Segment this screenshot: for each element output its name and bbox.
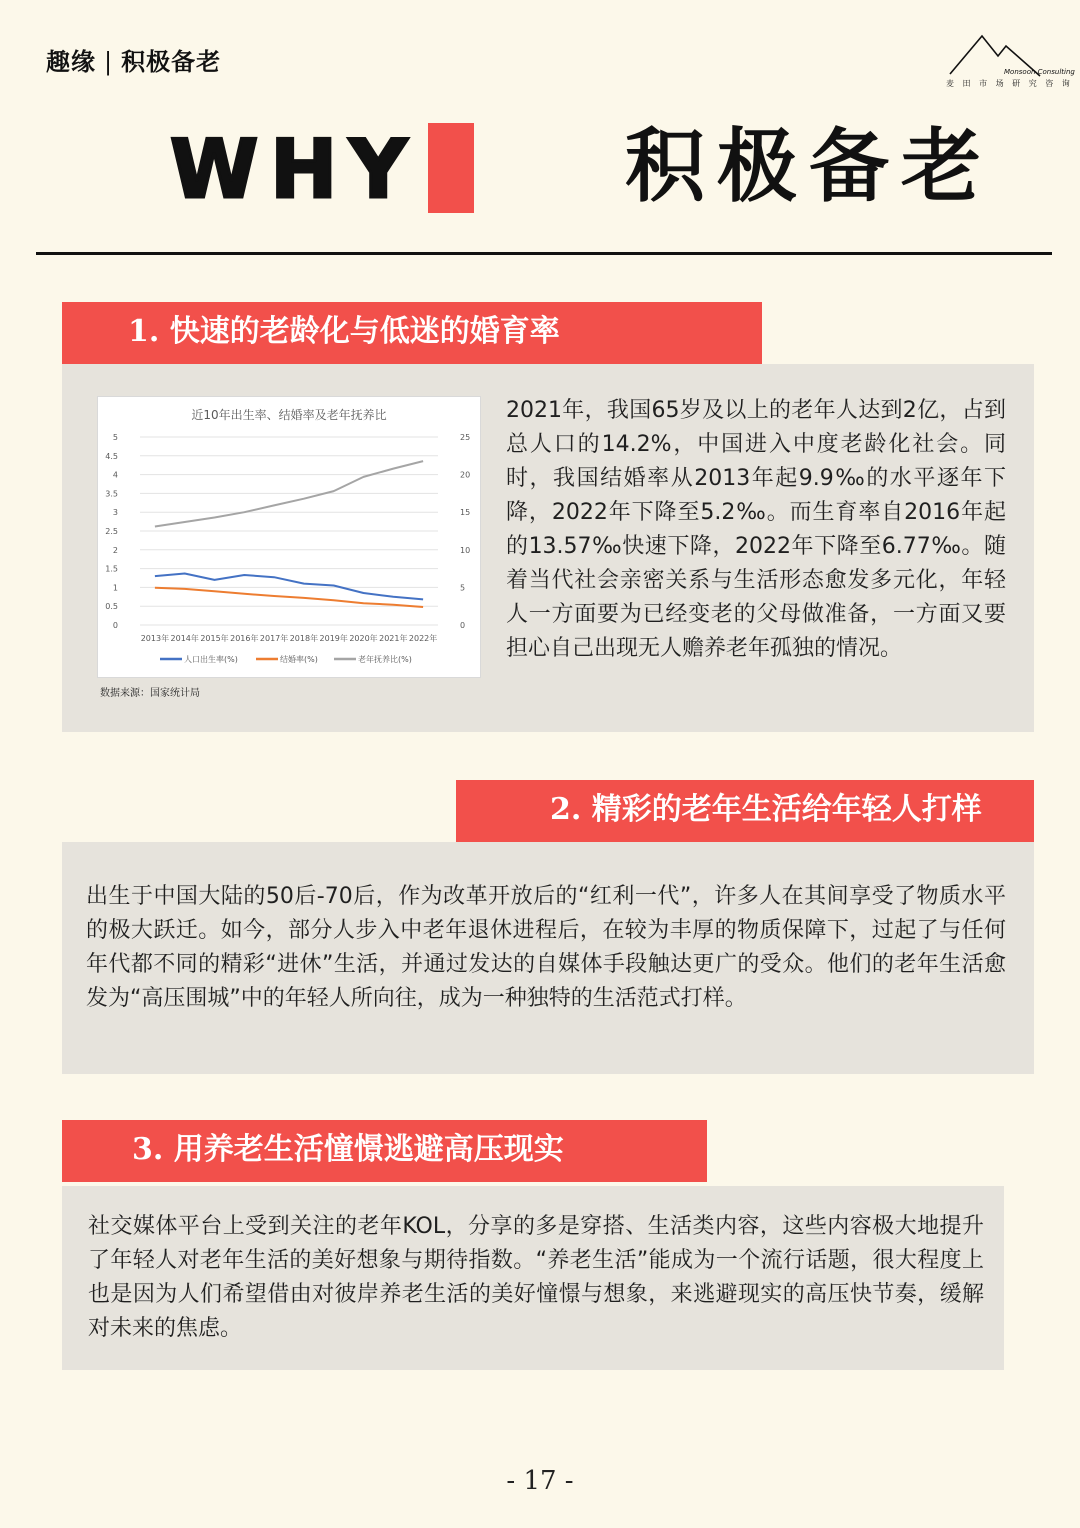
x-tick-label: 2021年 [379, 634, 408, 643]
y-right-tick-label: 0 [460, 621, 466, 630]
section3-body: 社交媒体平台上受到关注的老年KOL，分享的多是穿搭、生活类内容，这些内容极大地提升了年轻人对老年生活的美好想象与期待指数。“养老生活”能成为一个流行话题，很大程度上也是因为人们希望借由对彼岸养老生活的美好憧憬与想象，来逃避现实的高压快节奏，缓解对未来的焦虑。 [88, 1214, 984, 1341]
header-divider [36, 252, 1052, 255]
chart-card [97, 396, 481, 678]
chart-source: 数据来源：国家统计局 [100, 688, 200, 699]
legend-label: 人口出生率(%) [184, 655, 238, 664]
y-right-tick-label: 25 [460, 433, 471, 442]
x-tick-label: 2019年 [319, 634, 348, 643]
section2-body: 出生于中国大陆的50后-70后，作为改革开放后的“红利一代”，许多人在其间享受了物质水平的极大跃迁。如今，部分人步入中老年退休进程后，在较为丰厚的物质保障下，过起了与任何年代都不同的精彩“进休”生活，并通过发达的自媒体手段触达更广的受众。他们的老年生活愈发为“高压围城”中的年轻人所向往，成为一种独特的生活范式打样。 [86, 884, 1006, 1011]
chart-title: 近10年出生率、结婚率及老年抚养比 [191, 408, 387, 422]
legend-label: 老年抚养比(%) [358, 655, 412, 664]
y-right-tick-label: 10 [460, 545, 471, 555]
y-right-tick-label: 5 [460, 583, 466, 593]
x-tick-label: 2020年 [349, 634, 378, 643]
why-heading: WHY [170, 123, 420, 216]
series-line-2 [155, 588, 423, 607]
y-left-tick-label: 4 [112, 470, 118, 480]
x-tick-label: 2015年 [200, 634, 229, 643]
section3-heading: 3. 用养老生活憧憬逃避高压现实 [62, 1120, 707, 1182]
y-right-tick-label: 15 [460, 508, 471, 518]
y-right-tick-label: 20 [460, 470, 471, 480]
red-accent-block [428, 123, 474, 213]
y-left-tick-label: 2.5 [105, 527, 118, 536]
y-left-tick-label: 1.5 [105, 564, 118, 574]
logo-script: Monsoon Consulting [1004, 68, 1075, 76]
y-left-tick-label: 2 [112, 545, 118, 555]
y-left-tick-label: 0.5 [105, 602, 118, 612]
y-left-tick-label: 3.5 [105, 489, 118, 499]
section1-heading: 1. 快速的老龄化与低迷的婚育率 [62, 302, 762, 364]
y-left-tick-label: 3 [112, 508, 118, 518]
x-tick-label: 2017年 [259, 634, 289, 643]
brand-title [46, 42, 221, 77]
page-number: - 17 - [506, 1466, 574, 1496]
brand-left: 趣缘 [46, 47, 96, 76]
x-tick-label: 2018年 [289, 634, 319, 643]
line-chart [98, 397, 480, 677]
section1-body: 2021年，我国65岁及以上的老年人达到2亿，占到总人口的14.2%，中国进入中度老龄化社会。同时，我国结婚率从2013年起9.9‰的水平逐年下降，2022年下降至5.2‰。而生育率自2016年起的13.57‰快速下降，2022年下降至6.77‰。随着当代社会亲密关系与生活形态愈发多元化，年轻人一方面要为已经变老的父母做准备，一方面又要担心自己出现无人赡养老年孤独的情况。 [506, 398, 1006, 661]
brand-separator: | [104, 48, 114, 76]
x-tick-label: 2014年 [170, 634, 199, 643]
series-line-1 [155, 574, 423, 600]
y-left-tick-label: 1 [112, 583, 118, 593]
y-left-tick-label: 0 [112, 621, 118, 630]
y-left-tick-label: 5 [112, 433, 118, 442]
x-tick-label: 2013年 [140, 634, 170, 643]
x-tick-label: 2016年 [230, 634, 259, 643]
section2-heading: 2. 精彩的老年生活给年轻人打样 [456, 780, 1034, 842]
page-title: 积极备老 [625, 119, 993, 213]
logo-caption: 麦 田 市 场 研 究 咨 询 [946, 79, 1073, 88]
legend-label: 结婚率(%) [280, 655, 318, 664]
x-tick-label: 2022年 [408, 634, 438, 643]
brand-right: 积极备老 [121, 47, 222, 76]
y-left-tick-label: 4.5 [105, 451, 118, 461]
